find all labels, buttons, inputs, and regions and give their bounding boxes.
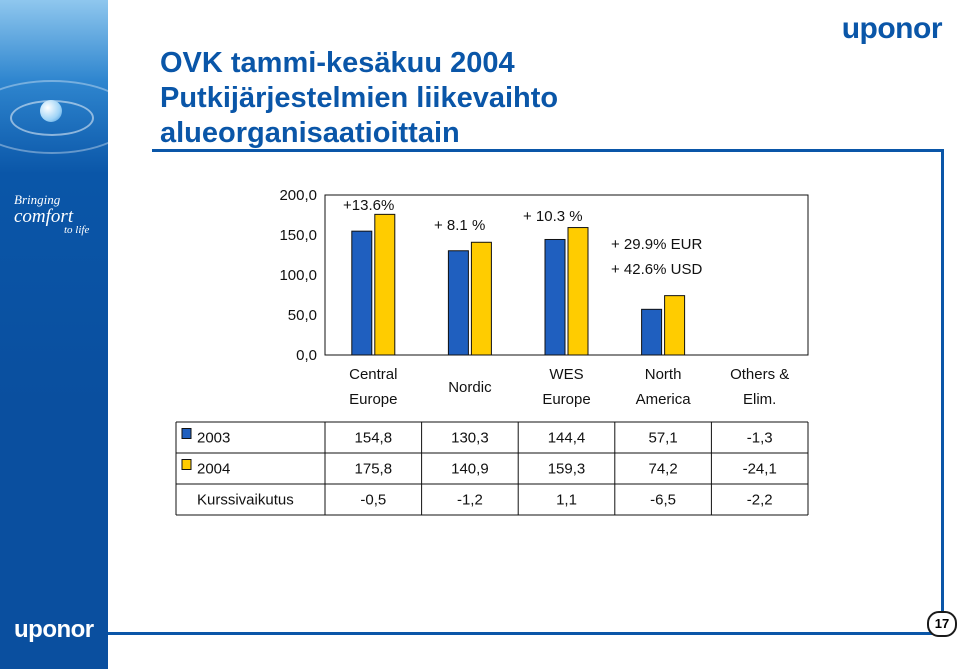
- table-cell: -1,3: [746, 429, 773, 447]
- table-row-label: 2004: [197, 460, 231, 478]
- category-label: America: [635, 391, 691, 408]
- y-tick-label: 50,0: [287, 307, 317, 324]
- bar-2004-3: [665, 296, 685, 355]
- table-cell: 57,1: [648, 429, 678, 447]
- table-cell: 154,8: [354, 429, 393, 447]
- title-line-1: OVK tammi-kesäkuu 2004: [160, 47, 515, 79]
- y-tick-label: 150,0: [279, 227, 317, 244]
- table-cell: 144,4: [547, 429, 586, 447]
- category-label: North: [644, 366, 682, 383]
- bar-2003-1: [448, 251, 468, 355]
- growth-annotation: +13.6%: [343, 197, 395, 214]
- table-cell: -2,2: [746, 491, 773, 509]
- table-cell: 130,3: [451, 429, 489, 447]
- table-cell: 1,1: [556, 491, 577, 509]
- tagline-line-3: to life: [64, 224, 90, 236]
- growth-annotation: + 29.9% EUR: [611, 236, 703, 253]
- table-cell: -1,2: [456, 491, 483, 509]
- table-cell: -6,5: [650, 491, 677, 509]
- y-tick-label: 0,0: [296, 347, 317, 364]
- growth-annotation: + 42.6% USD: [611, 261, 703, 278]
- uponor-logo-bottom: uponor: [14, 616, 94, 643]
- category-label: Europe: [542, 391, 591, 408]
- growth-annotation: + 10.3 %: [523, 208, 583, 225]
- table-cell: 140,9: [451, 460, 489, 478]
- table-row-label: 2003: [197, 429, 231, 447]
- table-row-label: Kurssivaikutus: [197, 491, 294, 509]
- title-line-3: alueorganisaatioittain: [160, 117, 460, 149]
- bar-2003-0: [352, 231, 372, 355]
- table-cell: 175,8: [354, 460, 393, 478]
- category-label: Central: [349, 366, 398, 383]
- y-tick-label: 200,0: [279, 187, 317, 204]
- category-label: Europe: [349, 391, 398, 408]
- table-cell: -24,1: [742, 460, 777, 478]
- bar-2003-3: [642, 309, 662, 355]
- growth-annotation: + 8.1 %: [434, 217, 486, 234]
- bar-2004-0: [375, 214, 395, 355]
- legend-swatch-2003: [182, 429, 191, 439]
- category-label: Elim.: [743, 391, 777, 408]
- tagline-line-1: Bringing: [14, 192, 61, 207]
- category-label: Nordic: [448, 379, 492, 396]
- bar-2004-2: [568, 228, 588, 355]
- page-number: 17: [927, 611, 957, 637]
- table-cell: -0,5: [360, 491, 387, 509]
- category-label: WES: [549, 366, 584, 383]
- title-line-2: Putkijärjestelmien liikevaihto: [160, 82, 559, 114]
- table-cell: 159,3: [547, 460, 586, 478]
- bar-2004-1: [471, 242, 491, 355]
- bar-2003-2: [545, 239, 565, 355]
- tagline-line-2: comfort: [14, 206, 74, 227]
- legend-swatch-2004: [182, 460, 191, 470]
- category-label: Others &: [730, 366, 790, 383]
- y-tick-label: 100,0: [279, 267, 317, 284]
- table-cell: 74,2: [648, 460, 678, 478]
- uponor-logo-top: uponor: [841, 12, 942, 45]
